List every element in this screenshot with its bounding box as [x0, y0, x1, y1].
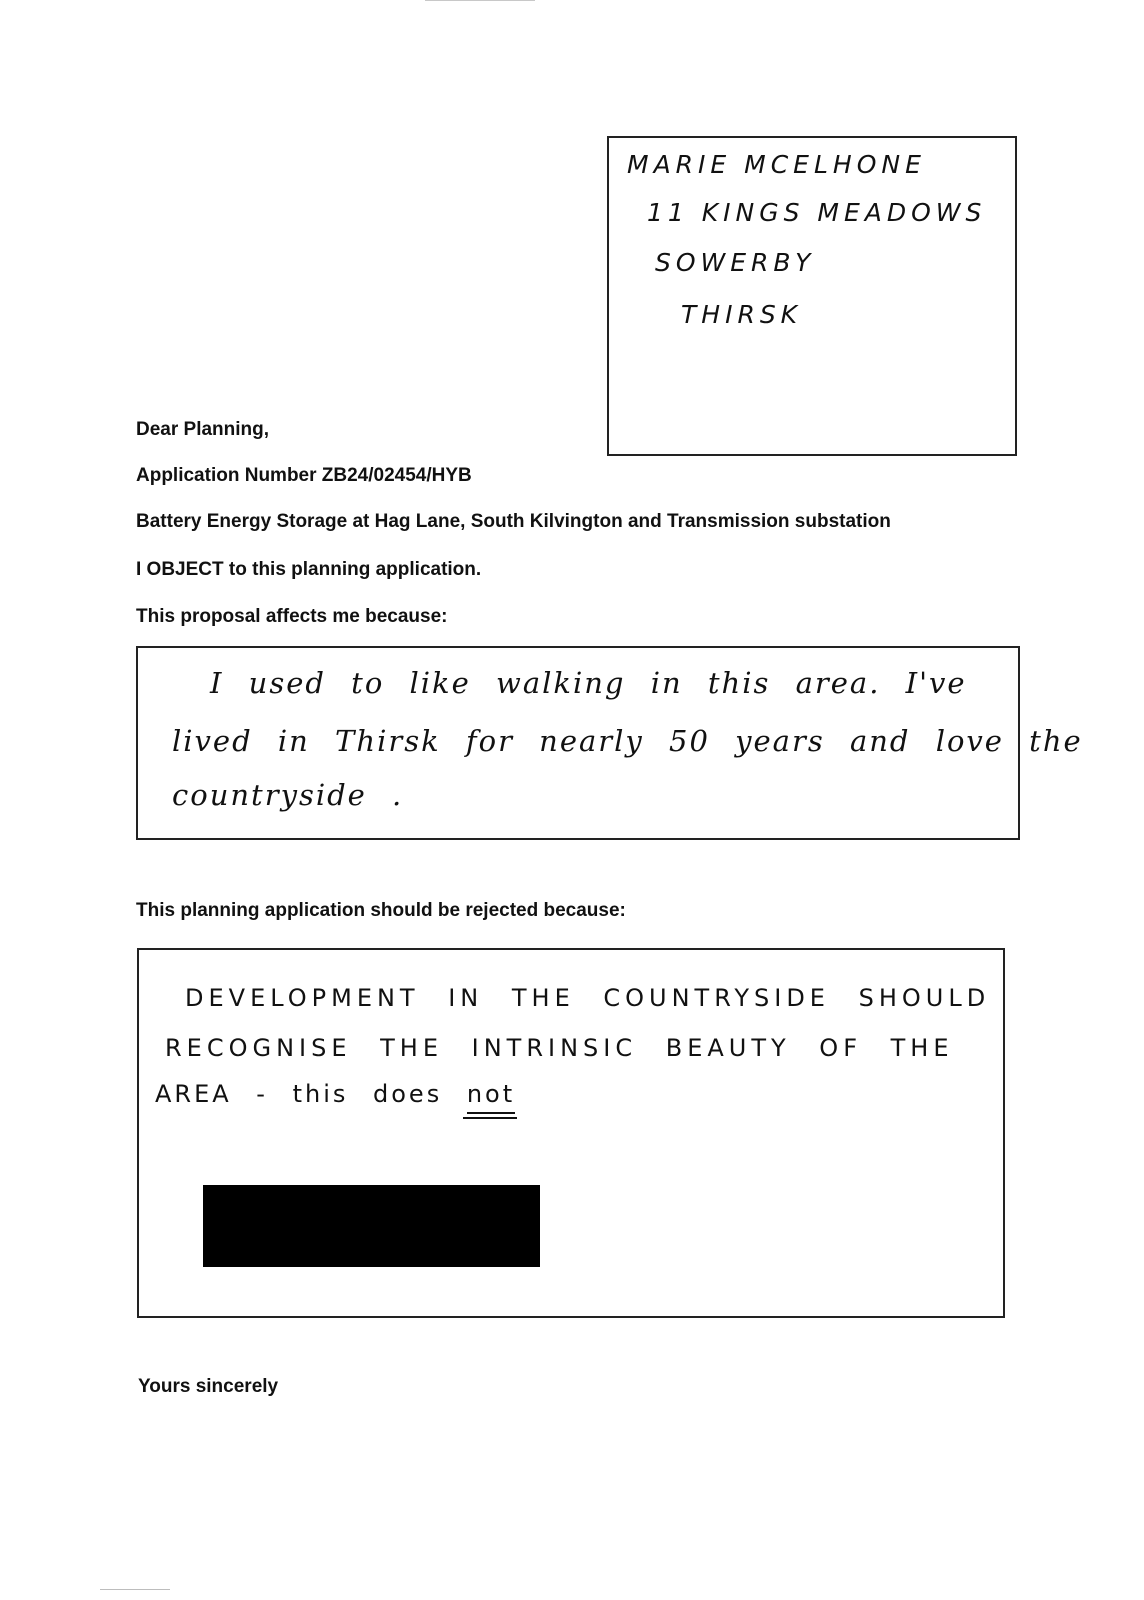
rejected-text-line3 [155, 1080, 515, 1114]
rejected-text-line1: DEVELOPMENT IN THE COUNTRYSIDE SHOULD [185, 984, 991, 1012]
rejected-label: This planning application should be rejected because: [136, 900, 626, 921]
scan-artifact-bottom [100, 1589, 170, 1590]
rejected-text-emphasis: not [467, 1080, 515, 1114]
application-number: Application Number ZB24/02454/HYB [136, 465, 472, 486]
objection-statement: I OBJECT to this planning application. [136, 559, 482, 580]
affects-text-line3: countryside . [172, 778, 404, 812]
application-subject: Battery Energy Storage at Hag Lane, South Kilvington and Transmission substation [136, 511, 891, 532]
affects-text-line2: lived in Thirsk for nearly 50 years and love the [172, 724, 1083, 758]
salutation: Dear Planning, [136, 419, 270, 440]
address-village: SOWERBY [655, 248, 816, 277]
scan-artifact-top [425, 0, 535, 1]
address-town: THIRSK [681, 300, 803, 329]
redacted-signature [203, 1185, 540, 1267]
address-name: MARIE MCELHONE [627, 150, 926, 179]
affects-text-line1: I used to like walking in this area. I've [210, 666, 967, 700]
rejected-text-line2: RECOGNISE THE INTRINSIC BEAUTY OF THE [165, 1034, 954, 1062]
affects-box [136, 646, 1083, 840]
address-street: 11 KINGS MEADOWS [647, 198, 987, 227]
closing: Yours sincerely [138, 1376, 279, 1397]
address-box [607, 136, 1017, 456]
rejected-text-line3-prefix: AREA - this does [155, 1080, 443, 1108]
affects-label: This proposal affects me because: [136, 606, 448, 627]
